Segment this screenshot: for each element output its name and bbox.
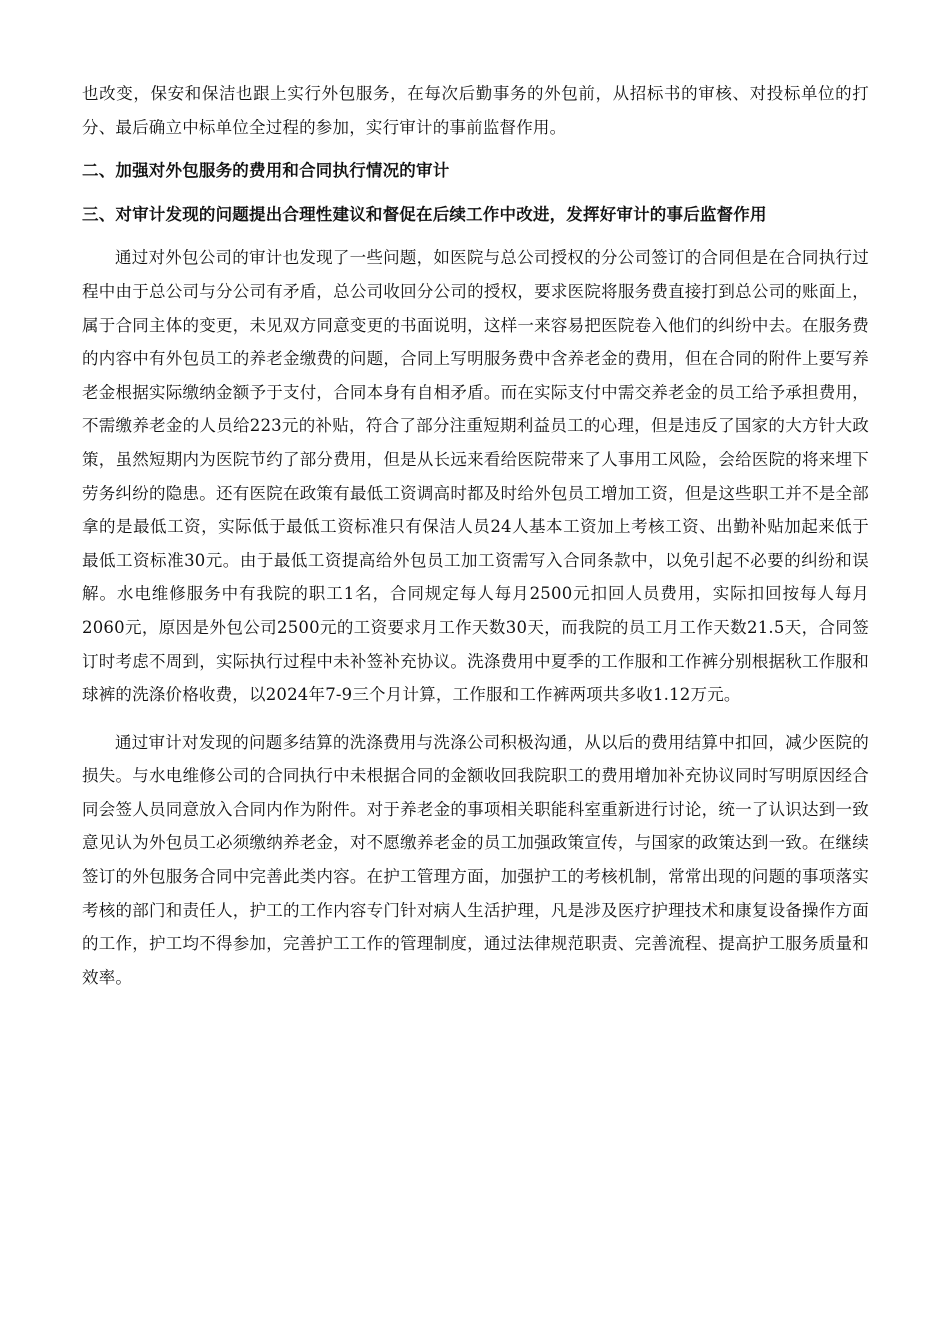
document-page (82, 77, 869, 994)
paragraph-issues: 通过对外包公司的审计也发现了一些问题，如医院与总公司授权的分公司签订的合同但是在合同执行过程中由于总公司与分公司有矛盾，总公司收回分公司的授权，要求医院将服务费直接打到总公司的账面上，属于合同主体的变更，未见双方同意变更的书面说明，这样一来容易把医院卷入他们的纠纷中去。在服务费的内容中有外包员工的养老金缴费的问题，合同上写明服务费中含养老金的费用，但在合同的附件上要写养老金根据实际缴纳金额予于支付，合同本身有自相矛盾。而在实际支付中需交养老金的员工给予承担费用，不需缴养老金的人员给223元的补贴，符合了部分注重短期利益员工的心理，但是违反了国家的大方针大政策，虽然短期内为医院节约了部分费用，但是从长远来看给医院带来了人事用工风险，会给医院的将来埋下劳务纠纷的隐患。还有医院在政策有最低工资调高时都及时给外包员工增加工资，但是这些职工并不是全部拿的是最低工资，实际低于最低工资标准只有保洁人员24人基本工资加上考核工资、出勤补贴加起来低于最低工资标准30元。由于最低工资提高给外包员工加工资需写入合同条款中，以免引起不必要的纠纷和误解。水电维修服务中有我院的职工1名，合同规定每人每月2500元扣回人员费用，实际扣回按每人每月2060元，原因是外包公司2500元的工资要求月工作天数30天，而我院的员工月工作天数21.5天，合同签订时考虑不周到，实际执行过程中未补签补充协议。洗涤费用中夏季的工作服和工作裤分别根据秋工作服和球裤的洗涤价格收费，以2024年7-9三个月计算，工作服和工作裤两项共多收1.12万元。 (82, 248, 869, 705)
paragraph-intro: 也改变，保安和保洁也跟上实行外包服务，在每次后勤事务的外包前，从招标书的审核、对投标单位的打分、最后确立中标单位全过程的参加，实行审计的事前监督作用。 (82, 84, 869, 137)
paragraph-remedy: 通过审计对发现的问题多结算的洗涤费用与洗涤公司积极沟通，从以后的费用结算中扣回，减少医院的损失。与水电维修公司的合同执行中未根据合同的金额收回我院职工的费用增加补充协议同时写明原因经合同会签人员同意放入合同内作为附件。对于养老金的事项相关职能科室重新进行讨论，统一了认识达到一致意见认为外包员工必须缴纳养老金，对不愿缴养老金的员工加强政策宣传，与国家的政策达到一致。在继续签订的外包服务合同中完善此类内容。在护工管理方面，加强护工的考核机制，常常出现的问题的事项落实考核的部门和责任人，护工的工作内容专门针对病人生活护理，凡是涉及医疗护理技术和康复设备操作方面的工作，护工均不得参加，完善护工工作的管理制度，通过法律规范职责、完善流程、提高护工服务质量和效率。 (82, 732, 869, 987)
section-heading-2: 二、加强对外包服务的费用和合同执行情况的审计 (82, 161, 450, 181)
section-heading-3: 三、对审计发现的问题提出合理性建议和督促在后续工作中改进，发挥好审计的事后监督作用 (82, 204, 767, 224)
